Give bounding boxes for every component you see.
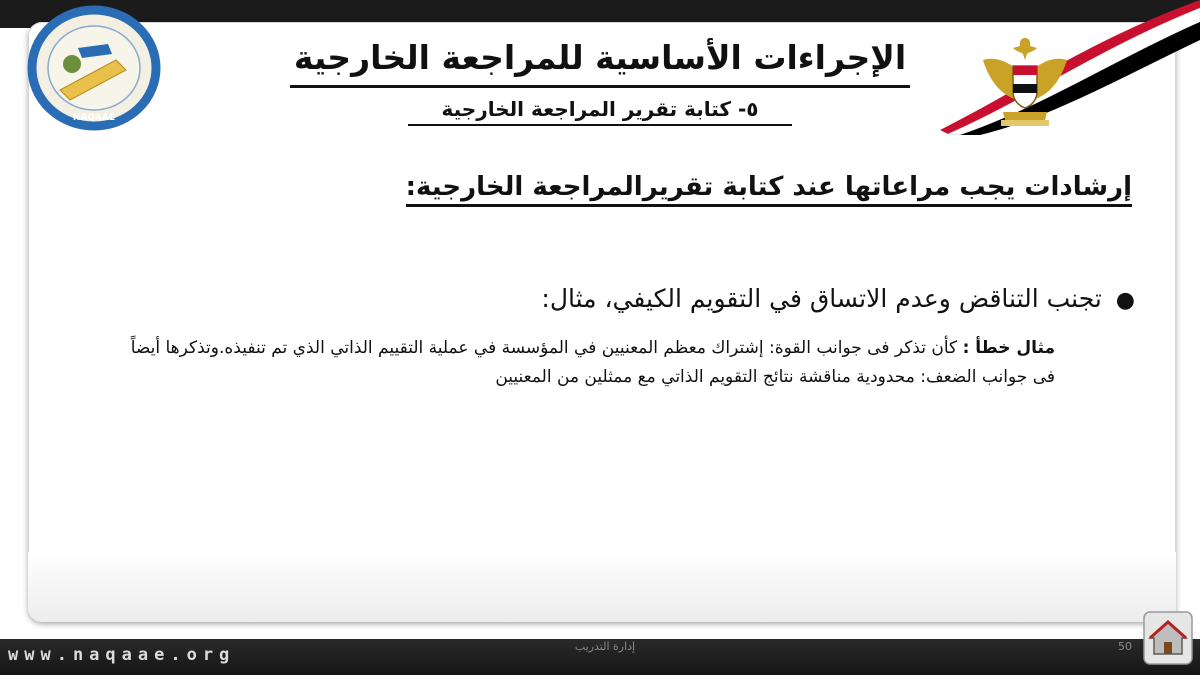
guidelines-heading	[360, 168, 1132, 210]
guidelines-heading-text: إرشادات يجب مراعاتها عند كتابة تقريرالمراجعة الخارجية:	[406, 172, 1132, 207]
page-number: 50	[1118, 640, 1132, 653]
example-paragraph	[110, 334, 1055, 444]
bullet-item	[400, 280, 1135, 320]
footer-center-text: إدارة التدريب	[574, 640, 636, 653]
section-subtitle: ٥- كتابة تقرير المراجعة الخارجية	[408, 96, 792, 126]
website-url: www.naqaae.org	[8, 645, 236, 665]
bullet-text: تجنب التناقض وعدم الاتساق في التقويم الكيفي، مثال:	[541, 284, 1102, 313]
home-icon[interactable]	[1140, 608, 1196, 668]
page-title: الإجراءات الأساسية للمراجعة الخارجية	[290, 34, 910, 88]
example-text: كأن تذكر فى جوانب القوة: إشتراك معظم المعنيين في المؤسسة في عملية التقييم الذاتي الذي تم تنفيذه.وتذكرها أيضاً فى جوانب الضعف: محدودية مناقشة نتائج التقويم الذاتي مع ممثلين من المعنيين	[130, 338, 1055, 387]
slide-panel-fade	[28, 552, 1176, 622]
eagle-emblem-icon	[975, 30, 1075, 128]
example-label: مثال خطأ :	[962, 338, 1055, 358]
bullet-dot-icon: ●	[1115, 288, 1135, 313]
naqaae-seal-logo	[18, 4, 170, 132]
seal-caption: NAQAAE	[72, 113, 116, 123]
